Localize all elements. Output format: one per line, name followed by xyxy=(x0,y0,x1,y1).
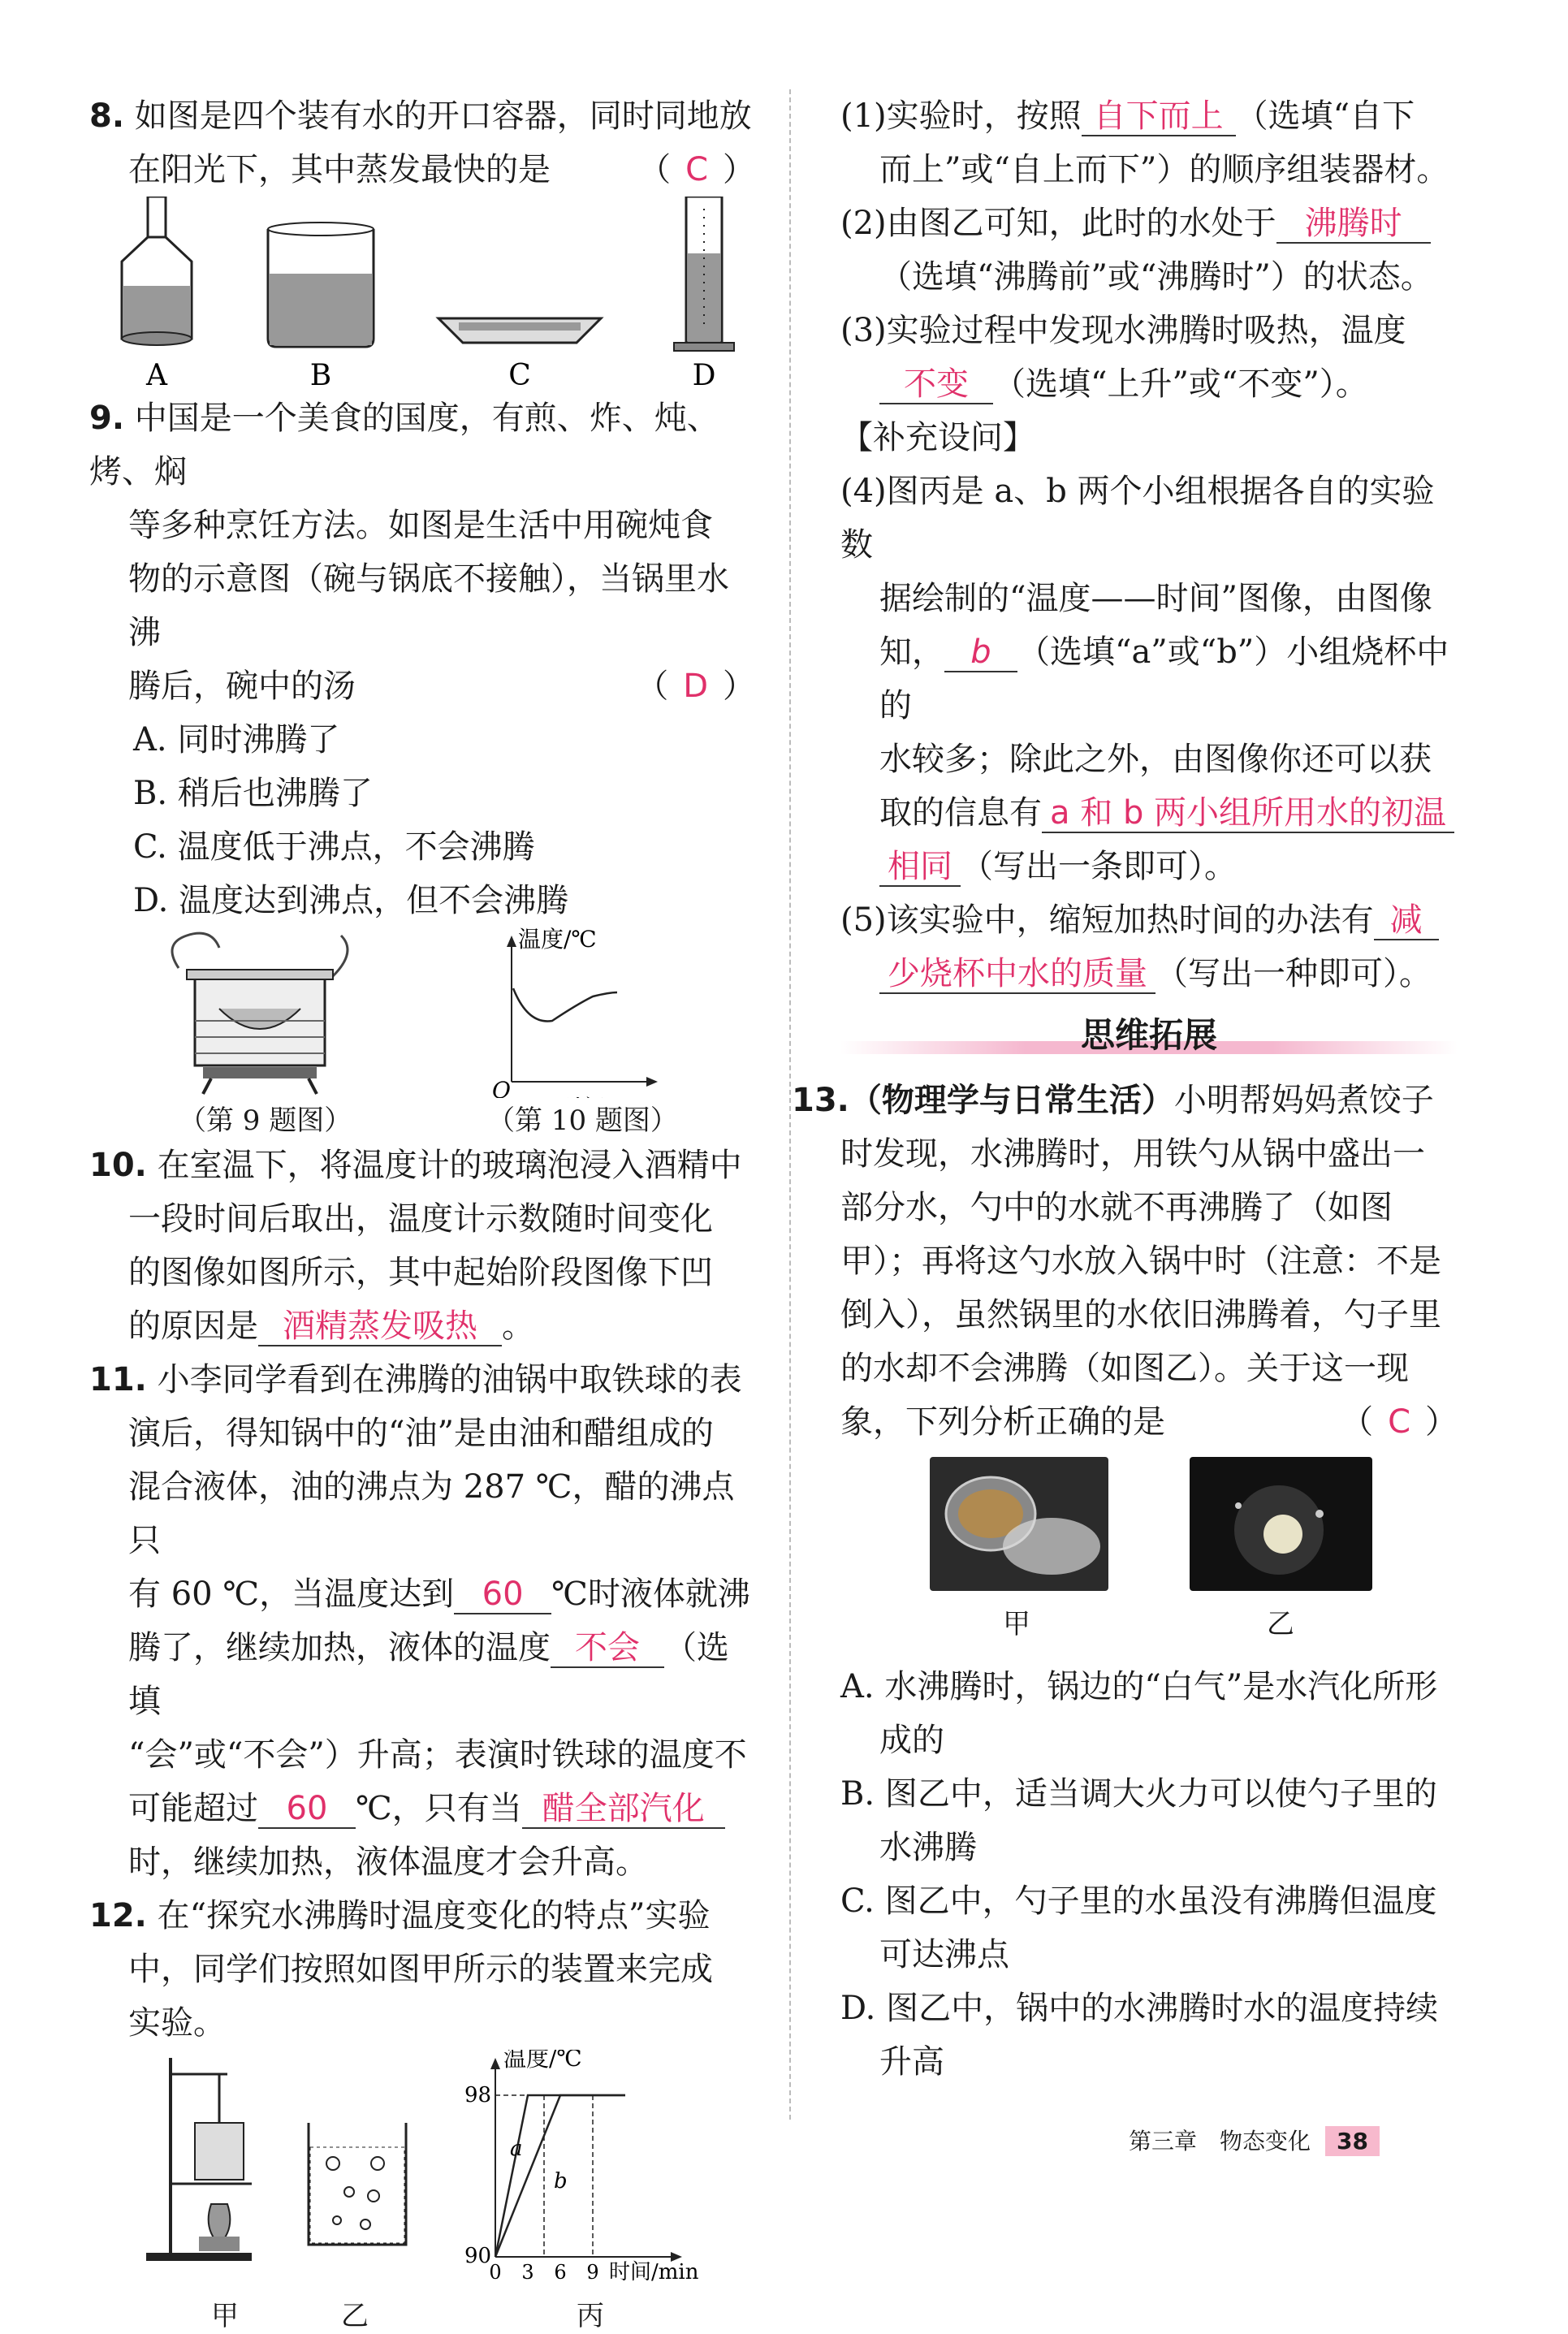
q10-ylabel: 温度/℃ xyxy=(518,927,597,953)
q8-answer: C xyxy=(685,151,708,188)
pot-stew-icon xyxy=(172,933,348,1094)
answer-bracket: （ C ） xyxy=(1341,1403,1458,1441)
label-b: B xyxy=(309,359,332,391)
chapter-title: 第三章 物态变化 xyxy=(1129,2128,1311,2155)
question-13: 13.（物理学与日常生活）小明帮妈妈煮饺子 xyxy=(792,1081,1434,1119)
q13-photos xyxy=(840,1457,1458,1660)
beaker-b-icon xyxy=(268,223,374,347)
q9-option-b: B. 稍后也沸腾了 xyxy=(133,775,373,812)
page-number: 38 xyxy=(1325,2126,1380,2156)
q12-answer-5b: 相同 xyxy=(879,848,961,887)
cylinder-d-icon xyxy=(674,197,734,351)
q11-answer-2: 不会 xyxy=(551,1629,664,1668)
left-column: 8. 如图是四个装有水的开口容器，同时同地放 在阳光下，其中蒸发最快的是 （ C ） A B C D 9. 中国是一个美食的国度，有煎、炸、炖、烤、焖 等多种烹饪方法。如图是生活中用碗炖食 物的示意图（碗与锅底不接触），当锅里水沸 腾后，碗中的汤 （ D ） A. 同时沸腾了 B. 稍后也沸腾了 C. 温度低于沸点，不会沸腾 D. 温度达到沸点，但不会沸腾 温度/℃ O （第 9 题图） （第 10 题图） 10. 在室温下，将温度计的玻璃泡浸入酒精中 一段时间后取出，温度计示数随时间变化 的图像如图所示，其中起始阶段图像下凹 的原因是 酒精蒸发吸热 。 11. 小李同学看到在沸腾的油锅中取铁球的表 演后，得知锅中的“油”是由油和醋组成的 混合液体，油的沸点为 287 ℃，醋的沸点只 有 60 ℃，当温度达到 60 ℃时液体就沸 腾了，继续加热，液体的温度 不会 （选填 “会”或“不会”）升高；表演时铁球的温度不 可能超过 60 ℃，只有当 醋全部汽化 时，继续加热，液体温度才会升高。 12. 在“探究水沸腾时温度变化的特点”实验 中，同学们按照如图甲所示的装置来完成 实验。 温度/℃ 时间/min 98 90 0 3 6 9 a b 甲 乙 丙 xyxy=(89,89,755,2334)
ytick-98: 98 xyxy=(464,2083,492,2107)
q12-ylabel: 温度/℃ xyxy=(503,2050,582,2072)
q12-xlabel: 时间/min xyxy=(609,2260,699,2284)
q13-option-a: A. 水沸腾时，锅边的“白气”是水汽化所形 xyxy=(840,1668,1438,1705)
series-b-label: b xyxy=(554,2169,568,2194)
section-banner xyxy=(840,1009,1458,1062)
q12-answer-6a: 减 xyxy=(1374,901,1439,940)
xtick-0: 0 xyxy=(489,2261,502,2284)
q8-figure xyxy=(89,197,755,391)
q10-origin: O xyxy=(492,1077,511,1098)
q9-q10-figures xyxy=(89,927,755,1139)
q12-figures xyxy=(89,2050,755,2293)
q13-option-c: C. 图乙中，勺子里的水虽没有沸腾但温度 xyxy=(840,1882,1437,1920)
q13-tag: （物理学与日常生活） xyxy=(849,1081,1174,1119)
q9-option-c: C. 温度低于沸点，不会沸腾 xyxy=(133,828,535,866)
fig-label-jia: 甲 xyxy=(211,2300,239,2332)
containers-diagram xyxy=(89,197,755,391)
answer-bracket: （ C ） xyxy=(638,151,755,188)
series-a-label: a xyxy=(510,2137,523,2161)
q13-option-d: D. 图乙中，锅中的水沸腾时水的温度持续 xyxy=(840,1990,1439,2027)
bottle-a-icon xyxy=(122,197,192,345)
q9-option-d: D. 温度达到沸点，但不会沸腾 xyxy=(133,882,569,919)
label-a: A xyxy=(146,359,167,391)
q11-answer-4: 醋全部汽化 xyxy=(522,1790,725,1829)
ytick-90: 90 xyxy=(464,2244,492,2268)
photo-label-yi: 乙 xyxy=(1267,1608,1294,1640)
q9-option-a: A. 同时沸腾了 xyxy=(133,721,340,759)
label-d: D xyxy=(692,359,716,391)
boiling-beaker-icon xyxy=(309,2123,406,2245)
q12-answer-6b: 少烧杯中水的质量 xyxy=(879,955,1155,994)
spoon-photo-yi xyxy=(1190,1457,1372,1591)
question-11: 11. 小李同学看到在沸腾的油锅中取铁球的表 xyxy=(89,1361,742,1398)
q11-answer-3: 60 xyxy=(258,1790,356,1829)
page-footer xyxy=(1129,2124,1380,2156)
q11-answer-1: 60 xyxy=(454,1575,551,1614)
xtick-6: 6 xyxy=(554,2261,567,2284)
section-title: 思维拓展 xyxy=(1080,1015,1217,1055)
question-10: 10. 在室温下，将温度计的玻璃泡浸入酒精中 xyxy=(89,1147,742,1184)
label-c: C xyxy=(508,359,531,391)
q10-answer: 酒精蒸发吸热 xyxy=(258,1307,502,1346)
q13-answer: C xyxy=(1388,1403,1410,1441)
q10-temperature-graph xyxy=(492,927,658,1098)
fig-label-bing: 丙 xyxy=(577,2300,604,2332)
q12-answer-5a: a 和 b 两小组所用水的初温 xyxy=(1042,794,1454,833)
spoon-photo-jia xyxy=(930,1457,1108,1591)
answer-bracket: （ D ） xyxy=(636,668,755,705)
q12-answer-2: 沸腾时 xyxy=(1276,205,1431,244)
dish-c-icon xyxy=(438,318,601,343)
stand-apparatus-icon xyxy=(146,2058,252,2261)
q10-caption: （第 10 题图） xyxy=(487,1104,678,1137)
xtick-3: 3 xyxy=(521,2261,534,2284)
q9-caption: （第 9 题图） xyxy=(179,1104,352,1137)
question-9: 9. 中国是一个美食的国度，有煎、炸、炖、烤、焖 xyxy=(89,400,719,491)
q12-answer-1: 自下而上 xyxy=(1082,97,1236,136)
question-8: 8. 如图是四个装有水的开口容器，同时同地放 xyxy=(89,97,752,135)
right-column: (1)实验时，按照 自下而上 （选填“自下 而上”或“自上而下”）的顺序组装器材。 (2)由图乙可知，此时的水处于 沸腾时 （选填“沸腾前”或“沸腾时”）的状态。 (3)实验过程中发现水沸腾时吸热，温度 不变 （选填“上升”或“不变”）。 【补充设问】 (4)图丙是 a、b 两个小组根据各自的实验数 据绘制的“温度——时间”图像，由图像 知， b （选填“a”或“b”）小组烧杯中的 水较多；除此之外，由图像你还可以获 取的信息有 a 和 b 两小组所用水的初温 相同 （写出一条即可）。 (5)该实验中，缩短加热时间的办法有 减 少烧杯中水的质量 （写出一种即可）。 思维拓展 13.（物理学与日常生活）小明帮妈妈煮饺子 时发现，水沸腾时，用铁勺从锅中盛出一 部分水，勺中的水就不再沸腾了（如图 甲）；再将这勺水放入锅中时（注意：不是 倒入），虽然锅里的水依旧沸腾着，勺子里 的水却不会沸腾（如图乙）。关于这一现 象，下列分析正确的是 （ C ） 甲 乙 A. 水沸腾时，锅边的“白气”是水汽化所形 成的 B. 图乙中，适当调大火力可以使勺子里的 水沸腾 C. 图乙中，勺子里的水虽没有沸腾但温度 可达沸点 D. 图乙中，锅中的水沸腾时水的温度持续 升高 xyxy=(792,97,1458,2081)
q12-answer-3: 不变 xyxy=(879,365,993,404)
q9-answer: D xyxy=(683,668,708,705)
column-divider xyxy=(789,89,791,2120)
xtick-9: 9 xyxy=(586,2261,599,2284)
question-12: 12. 在“探究水沸腾时温度变化的特点”实验 xyxy=(89,1897,711,1934)
supplement-heading: 【补充设问】 xyxy=(840,419,1035,456)
q13-option-b: B. 图乙中，适当调大火力可以使勺子里的 xyxy=(840,1775,1437,1813)
fig-label-yi: 乙 xyxy=(341,2300,369,2332)
photo-label-jia: 甲 xyxy=(1003,1608,1030,1640)
q12-answer-4: b xyxy=(944,633,1017,672)
q12-temperature-graph xyxy=(464,2050,699,2284)
